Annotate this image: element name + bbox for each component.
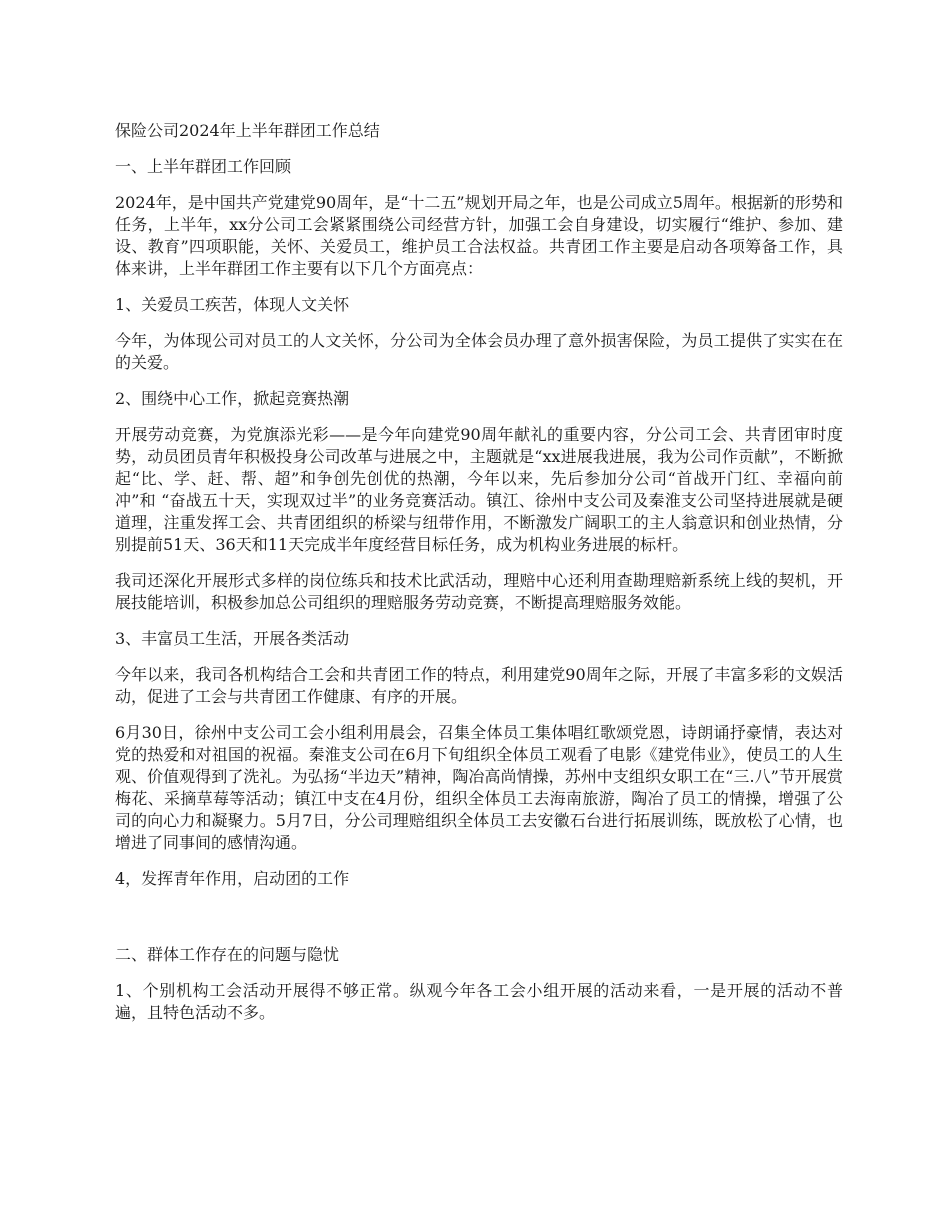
item-body-competition: 开展劳动竞赛，为党旗添光彩——是今年向建党90周年献礼的重要内容，分公司工会、共青团审时度势，动员团员青年积极投身公司改革与进展之中，主题就是“xx进展我进展，我为公司作贡献”，不断掀起“比、学、赶、帮、超”和争创先创优的热潮，今年以来，先后参加分公司“首战开门红、幸福向前冲”和 “奋战五十天，实现双过半”的业务竞赛活动。镇江、徐州中支公司及秦淮支公司坚持进展就是硬道理，注重发挥工会、共青团组织的桥梁与纽带作用，不断激发广阔职工的主人翁意识和创业热情，分别提前51天、36天和11天完成半年度经营目标任务，成为机构业务进展的标杆。	[115, 425, 843, 554]
document-page	[115, 120, 843, 1038]
item-body-events: 6月30日，徐州中支公司工会小组利用晨会，召集全体员工集体唱红歌颂党恩，诗朗诵抒豪情，表达对党的热爱和对祖国的祝福。秦淮支公司在6月下旬组织全体员工观看了电影《建党伟业》，使员工的人生观、价值观得到了洗礼。为弘扬“半边天”精神，陶冶高尚情操，苏州中支组织女职工在“三.八”节开展赏梅花、采摘草莓等活动；镇江中支在4月份，组织全体员工去海南旅游，陶冶了员工的情操，增强了公司的向心力和凝聚力。5月7日，分公司理赔组织全体员工去安徽石台进行拓展训练，既放松了心情，也增进了同事间的感情沟通。	[115, 723, 843, 852]
item-heading-youth: 4，发挥青年作用，启动团的工作	[115, 869, 350, 888]
section-heading-problems: 二、群体工作存在的问题与隐忧	[115, 945, 340, 964]
blank-space	[115, 904, 843, 944]
problem-paragraph: 1、个别机构工会活动开展得不够正常。纵观今年各工会小组开展的活动来看，一是开展的活动不普遍，且特色活动不多。	[115, 981, 843, 1022]
intro-paragraph: 2024年，是中国共产党建党90周年，是“十二五”规划开局之年，也是公司成立5周年。根据新的形势和任务，上半年，xx分公司工会紧紧围绕公司经营方针，加强工会自身建设，切实履行“维护、参加、建设、教育”四项职能，关怀、关爱员工，维护员工合法权益。共青团工作主要是启动各项筹备工作，具体来讲，上半年群团工作主要有以下几个方面亮点：	[115, 193, 843, 278]
item-heading-competition: 2、围绕中心工作，掀起竞赛热潮	[115, 389, 350, 408]
item-body-care: 今年，为体现公司对员工的人文关怀，分公司为全体会员办理了意外损害保险，为员工提供了实实在在的关爱。	[115, 331, 843, 372]
item-body-activities: 今年以来，我司各机构结合工会和共青团工作的特点，利用建党90周年之际，开展了丰富多彩的文娱活动，促进了工会与共青团工作健康、有序的开展。	[115, 665, 843, 706]
item-body-training: 我司还深化开展形式多样的岗位练兵和技术比武活动，理赔中心还利用查勘理赔新系统上线的契机，开展技能培训，积极参加总公司组织的理赔服务劳动竞赛，不断提高理赔服务效能。	[115, 571, 843, 612]
item-heading-care: 1、关爱员工疾苦，体现人文关怀	[115, 295, 350, 314]
document-title: 保险公司2024年上半年群团工作总结	[115, 121, 380, 140]
section-heading-review: 一、上半年群团工作回顾	[115, 157, 292, 176]
item-heading-activities: 3、丰富员工生活，开展各类活动	[115, 629, 350, 648]
